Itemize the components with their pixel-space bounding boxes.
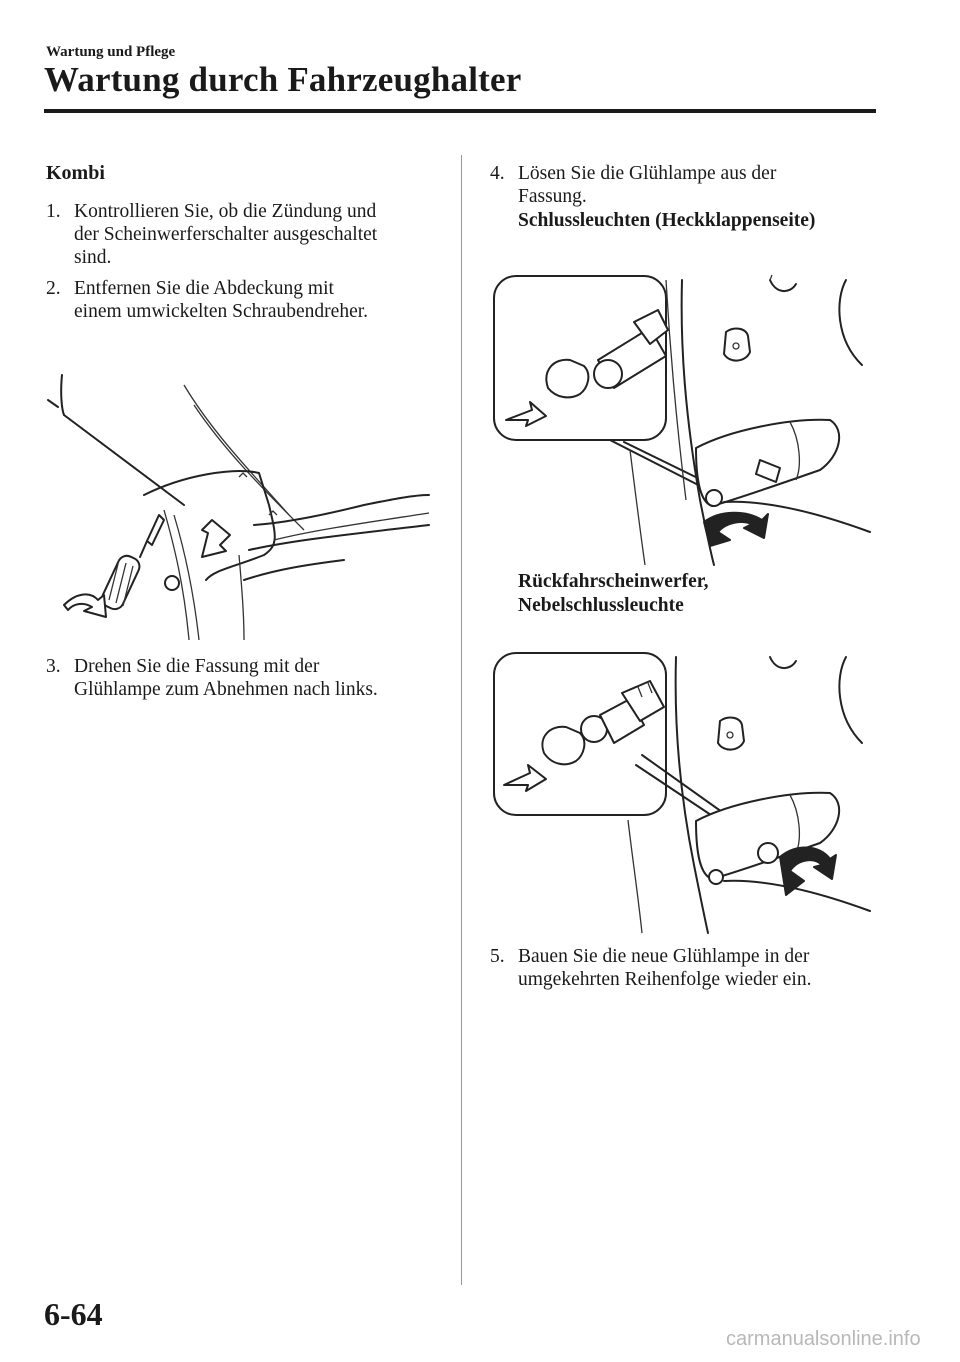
reverse-fog-light-illustration	[490, 645, 890, 935]
title-rule	[44, 109, 876, 113]
step-number: 4.	[490, 163, 505, 184]
step-line: sind.	[74, 247, 112, 268]
page-title: Wartung durch Fahrzeughalter	[44, 60, 522, 99]
step-3	[46, 655, 456, 705]
cover-removal-illustration	[44, 355, 444, 645]
step-4	[490, 162, 910, 212]
step-number: 3.	[46, 656, 61, 677]
step-2	[46, 277, 446, 327]
step-number: 1.	[46, 201, 61, 222]
label-reverse-fog-2: Nebelschlussleuchte	[518, 595, 684, 616]
step-line: Entfernen Sie die Abdeckung mit	[74, 278, 334, 299]
column-divider	[461, 155, 462, 1285]
step-5	[490, 945, 910, 995]
step-line: der Scheinwerferschalter ausgeschaltet	[74, 224, 378, 245]
tail-light-illustration	[490, 270, 890, 570]
page-number: 6-64	[44, 1296, 103, 1332]
step-number: 2.	[46, 278, 61, 299]
label-tail-light: Schlussleuchten (Heckklappenseite)	[518, 210, 816, 231]
step-line: Bauen Sie die neue Glühlampe in der	[518, 946, 810, 967]
step-line: Lösen Sie die Glühlampe aus der	[518, 163, 777, 184]
label-reverse-fog-1: Rückfahrscheinwerfer,	[518, 571, 709, 592]
section-label: Wartung und Pflege	[46, 44, 176, 60]
watermark-footer: carmanualsonline.info	[726, 1328, 921, 1350]
step-1	[46, 200, 446, 275]
step-line: Kontrollieren Sie, ob die Zündung und	[74, 201, 377, 222]
step-line: Drehen Sie die Fassung mit der	[74, 656, 320, 677]
step-number: 5.	[490, 946, 505, 967]
step-line: umgekehrten Reihenfolge wieder ein.	[518, 969, 812, 990]
step-line: einem umwickelten Schraubendreher.	[74, 301, 369, 322]
step-line: Fassung.	[518, 186, 587, 207]
step-line: Glühlampe zum Abnehmen nach links.	[74, 679, 378, 700]
subheading-kombi: Kombi	[46, 162, 105, 184]
